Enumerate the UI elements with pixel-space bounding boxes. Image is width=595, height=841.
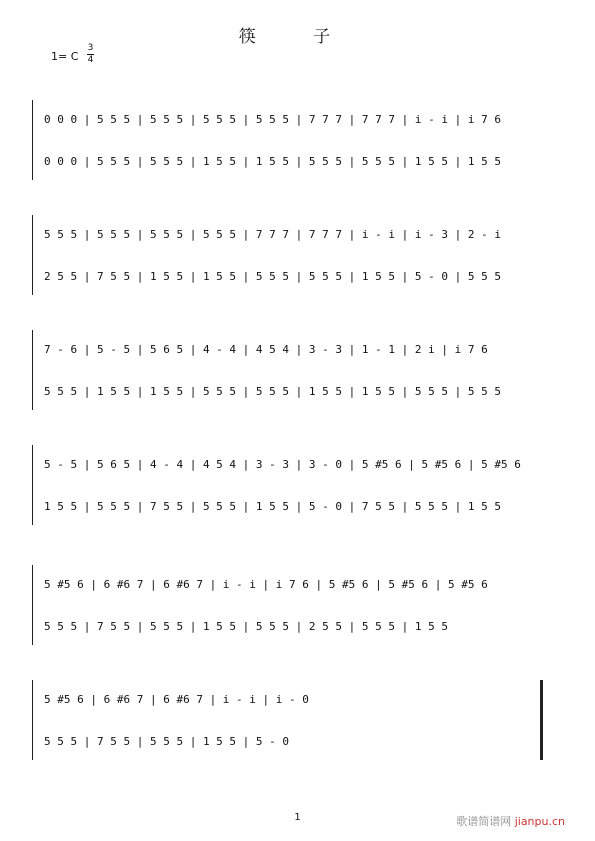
system-4 (20, 445, 548, 525)
lower-notes: 1 5 5 | 5 5 5 | 7 5 5 | 5 5 5 | 1 5 5 | 5 - 0 | 7 5 5 | 5 5 5 | 1 5 5 (44, 500, 501, 513)
system-1 (20, 100, 548, 180)
watermark-url: jianpu.cn (514, 815, 565, 828)
system-line (32, 445, 33, 525)
system-line (32, 680, 33, 760)
lower-staff (36, 607, 548, 663)
lower-notes: 5 5 5 | 7 5 5 | 5 5 5 | 1 5 5 | 5 - 0 (44, 735, 290, 748)
time-numerator: 3 (87, 43, 94, 53)
lower-notes: 0 0 0 | 5 5 5 | 5 5 5 | 1 5 5 | 1 5 5 | 5 5 5 | 5 5 5 | 1 5 5 | 1 5 5 (44, 155, 501, 168)
final-barline (540, 680, 543, 760)
key-signature: 1= C (51, 50, 79, 63)
system-5 (20, 565, 548, 645)
upper-notes: 5 - 5 | 5 6 5 | 4 - 4 | 4 5 4 | 3 - 3 | 3 - 0 | 5 #5 6 | 5 #5 6 | 5 #5 6 (44, 458, 521, 471)
upper-notes: 5 #5 6 | 6 #6 7 | 6 #6 7 | i - i | i - 0 (44, 693, 309, 706)
time-signature (87, 44, 94, 65)
lower-staff (36, 487, 548, 543)
lower-notes: 5 5 5 | 1 5 5 | 1 5 5 | 5 5 5 | 5 5 5 | 1 5 5 | 1 5 5 | 5 5 5 | 5 5 5 (44, 385, 501, 398)
system-line (32, 215, 33, 295)
upper-notes: 5 #5 6 | 6 #6 7 | 6 #6 7 | i - i | i 7 6 | 5 #5 6 | 5 #5 6 | 5 #5 6 (44, 578, 488, 591)
system-3 (20, 330, 548, 410)
song-title: 筷 子 (238, 27, 357, 47)
watermark-site-name: 歌谱简谱网 (456, 815, 512, 828)
system-line (32, 565, 33, 645)
lower-staff (36, 257, 548, 313)
lower-staff (36, 722, 548, 778)
lower-notes: 2 5 5 | 7 5 5 | 1 5 5 | 1 5 5 | 5 5 5 | 5 5 5 | 1 5 5 | 5 - 0 | 5 5 5 (44, 270, 501, 283)
system-2 (20, 215, 548, 295)
upper-notes: 7 - 6 | 5 - 5 | 5 6 5 | 4 - 4 | 4 5 4 | 3 - 3 | 1 - 1 | 2 i | i 7 6 (44, 343, 488, 356)
lower-notes: 5 5 5 | 7 5 5 | 5 5 5 | 1 5 5 | 5 5 5 | 2 5 5 | 5 5 5 | 1 5 5 (44, 620, 448, 633)
lower-staff (36, 372, 548, 428)
system-line (32, 330, 33, 410)
system-6 (20, 680, 548, 760)
upper-notes: 0 0 0 | 5 5 5 | 5 5 5 | 5 5 5 | 5 5 5 | 7 7 7 | 7 7 7 | i - i | i 7 6 (44, 113, 501, 126)
time-denominator: 4 (87, 55, 94, 65)
system-line (32, 100, 33, 180)
upper-notes: 5 5 5 | 5 5 5 | 5 5 5 | 5 5 5 | 7 7 7 | 7 7 7 | i - i | i - 3 | 2 - i (44, 228, 501, 241)
watermark (456, 813, 565, 829)
lower-staff (36, 142, 548, 198)
page-number: 1 (294, 812, 301, 823)
